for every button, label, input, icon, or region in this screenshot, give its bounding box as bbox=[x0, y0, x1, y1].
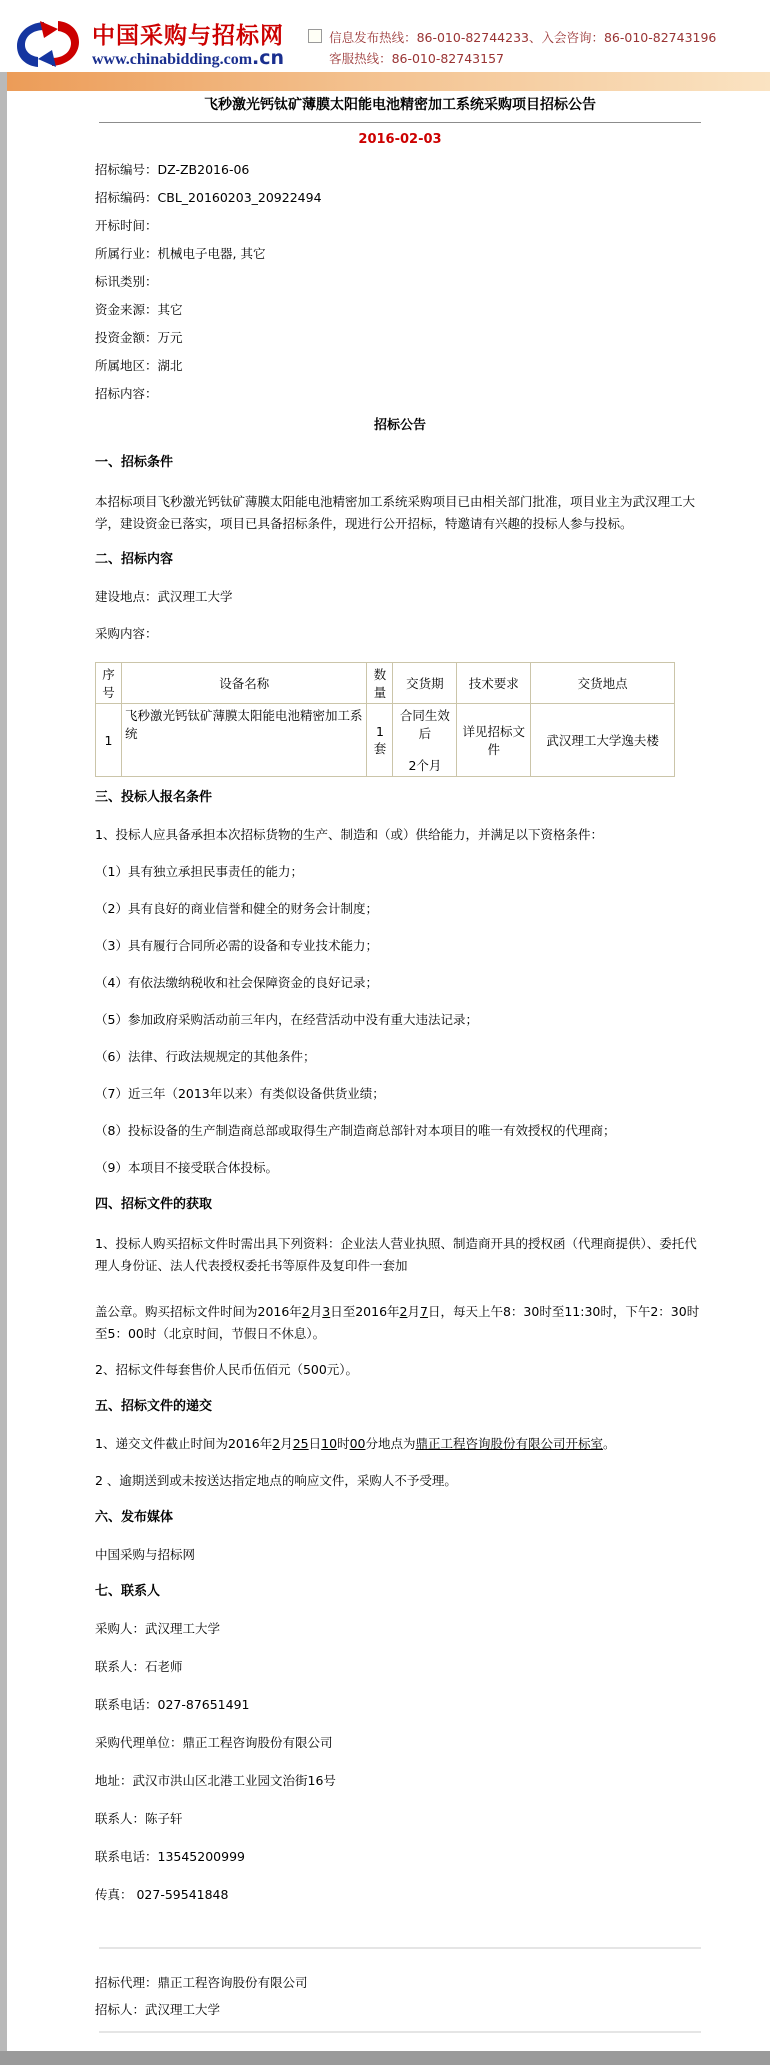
footer-bidder-line: 招标人：武汉理工大学 bbox=[95, 2002, 221, 2017]
section-3-heading: 三、投标人报名条件 bbox=[95, 790, 213, 805]
section-4-para2: 盖公章。购买招标文件时间为2016年2月3日至2016年2月7日，每天上午8：30时至11:30时，下午2：30时至5：00时（北京时间，节假日不休息）。 bbox=[95, 1304, 700, 1341]
hotline-line2: 客服热线：86-010-82743157 bbox=[329, 51, 504, 66]
contact-line: 采购人：武汉理工大学 bbox=[95, 1621, 221, 1636]
qualification-item: （4）有依法缴纳税收和社会保障资金的良好记录； bbox=[95, 975, 378, 990]
meta-tender-code: 招标编码：CBL_20160203_20922494 bbox=[95, 190, 322, 205]
col-header-delivery: 交货期 bbox=[393, 663, 457, 704]
meta-category: 标讯类别： bbox=[95, 274, 158, 289]
section-5-item2: 2 、逾期送到或未按送达指定地点的响应文件，采购人不予受理。 bbox=[95, 1473, 457, 1488]
logo-text bbox=[92, 24, 284, 69]
section-1-paragraph: 本招标项目飞秒激光钙钛矿薄膜太阳能电池精密加工系统采购项目已由相关部门批准，项目业主为武汉理工大学，建设资金已落实，项目已具备招标条件，现进行公开招标，特邀请有兴趣的投标人参与投标。 bbox=[95, 494, 696, 531]
site-logo[interactable] bbox=[14, 20, 284, 72]
contact-line: 采购代理单位：鼎正工程咨询股份有限公司 bbox=[95, 1735, 333, 1750]
meta-open-time: 开标时间： bbox=[95, 218, 158, 233]
col-header-tech: 技术要求 bbox=[457, 663, 531, 704]
section-4-para3: 2、招标文件每套售价人民币伍佰元（500元）。 bbox=[95, 1362, 359, 1377]
section-4-para1: 1、投标人购买招标文件时需出具下列资料：企业法人营业执照、制造商开具的授权函（代理商提供）、委托代理人身份证、法人代表授权委托书等原件及复印件一套加 bbox=[95, 1236, 697, 1273]
hotline-text bbox=[329, 27, 716, 69]
qualification-item: （7）近三年（2013年以来）有类似设备供货业绩； bbox=[95, 1086, 385, 1101]
hotline-line1: 信息发布热线：86-010-82744233、入会咨询：86-010-82743196 bbox=[329, 30, 717, 45]
construction-site-line: 建设地点：武汉理工大学 bbox=[95, 589, 233, 604]
contact-line: 联系人：石老师 bbox=[95, 1659, 183, 1674]
section-5-heading: 五、招标文件的递交 bbox=[95, 1399, 213, 1414]
meta-content: 招标内容： bbox=[95, 386, 158, 401]
meta-industry: 所属行业：机械电子电器, 其它 bbox=[95, 246, 266, 261]
header-divider-bar bbox=[7, 72, 770, 91]
cell-name: 飞秒激光钙钛矿薄膜太阳能电池精密加工系统 bbox=[121, 704, 367, 777]
logo-swoosh-icon bbox=[14, 20, 86, 72]
section-7-heading: 七、联系人 bbox=[95, 1584, 161, 1599]
contact-line: 联系电话：027-87651491 bbox=[95, 1697, 250, 1712]
section-2-heading: 二、招标内容 bbox=[95, 552, 174, 567]
qualification-item: （2）具有良好的商业信誉和健全的财务会计制度； bbox=[95, 901, 378, 916]
hotline-block bbox=[308, 20, 716, 69]
info-checkbox[interactable] bbox=[308, 29, 322, 43]
cell-qty: 1套 bbox=[367, 704, 393, 777]
qualification-item: （8）投标设备的生产制造商总部或取得生产制造商总部针对本项目的唯一有效授权的代理商； bbox=[95, 1123, 616, 1138]
site-header bbox=[14, 20, 760, 70]
section-4-heading: 四、招标文件的获取 bbox=[95, 1197, 213, 1212]
col-header-name: 设备名称 bbox=[121, 663, 367, 704]
bid-items-table bbox=[95, 662, 675, 777]
bottom-gray-bar bbox=[0, 2051, 770, 2065]
contact-line: 地址：武汉市洪山区北港工业园文治街16号 bbox=[95, 1773, 336, 1788]
meta-region: 所属地区：湖北 bbox=[95, 358, 183, 373]
site-name: 中国采购与招标网 bbox=[92, 22, 284, 49]
col-header-place: 交货地点 bbox=[531, 663, 675, 704]
publish-media: 中国采购与招标网 bbox=[95, 1547, 196, 1562]
section-3-intro: 1、投标人应具备承担本次招标货物的生产、制造和（或）供给能力，并满足以下资格条件： bbox=[95, 827, 603, 842]
publish-date: 2016-02-03 bbox=[358, 132, 442, 147]
col-header-qty: 数量 bbox=[367, 663, 393, 704]
meta-fund-source: 资金来源：其它 bbox=[95, 302, 183, 317]
page-title: 飞秒激光钙钛矿薄膜太阳能电池精密加工系统采购项目招标公告 bbox=[204, 97, 596, 113]
section-1-heading: 一、招标条件 bbox=[95, 455, 174, 470]
qualification-item: （3）具有履行合同所必需的设备和专业技术能力； bbox=[95, 938, 378, 953]
contact-line: 传真： 027-59541848 bbox=[95, 1887, 229, 1902]
section-6-heading: 六、发布媒体 bbox=[95, 1510, 174, 1525]
title-divider bbox=[99, 122, 701, 123]
notice-label: 招标公告 bbox=[373, 418, 426, 433]
qualification-item: （1）具有独立承担民事责任的能力； bbox=[95, 864, 303, 879]
footer-agent-line: 招标代理：鼎正工程咨询股份有限公司 bbox=[95, 1975, 308, 1990]
announcement-article bbox=[7, 92, 770, 2033]
meta-tender-no: 招标编号：DZ-ZB2016-06 bbox=[95, 162, 250, 177]
footer-divider-bottom bbox=[99, 2031, 701, 2033]
meta-investment: 投资金额：万元 bbox=[95, 330, 183, 345]
col-header-no: 序号 bbox=[96, 663, 122, 704]
table-row bbox=[96, 704, 675, 777]
purchase-content-label: 采购内容： bbox=[95, 626, 158, 641]
qualification-item: （6）法律、行政法规规定的其他条件； bbox=[95, 1049, 316, 1064]
contact-line: 联系电话：13545200999 bbox=[95, 1849, 245, 1864]
left-border-strip bbox=[0, 72, 7, 2065]
section-5-item1: 1、递交文件截止时间为2016年2月25日10时00分地点为鼎正工程咨询股份有限公司开标室。 bbox=[95, 1436, 616, 1451]
site-url: www.chinabidding.com.cn bbox=[92, 46, 285, 69]
footer-divider-top bbox=[99, 1947, 701, 1949]
cell-tech: 详见招标文件 bbox=[457, 704, 531, 777]
table-header-row bbox=[96, 663, 675, 704]
cell-delivery: 合同生效后 2个月 bbox=[393, 704, 457, 777]
cell-place: 武汉理工大学逸夫楼 bbox=[531, 704, 675, 777]
contact-line: 联系人：陈子轩 bbox=[95, 1811, 183, 1826]
qualification-item: （9）本项目不接受联合体投标。 bbox=[95, 1160, 278, 1175]
cell-no: 1 bbox=[96, 704, 122, 777]
qualification-item: （5）参加政府采购活动前三年内，在经营活动中没有重大违法记录； bbox=[95, 1012, 478, 1027]
